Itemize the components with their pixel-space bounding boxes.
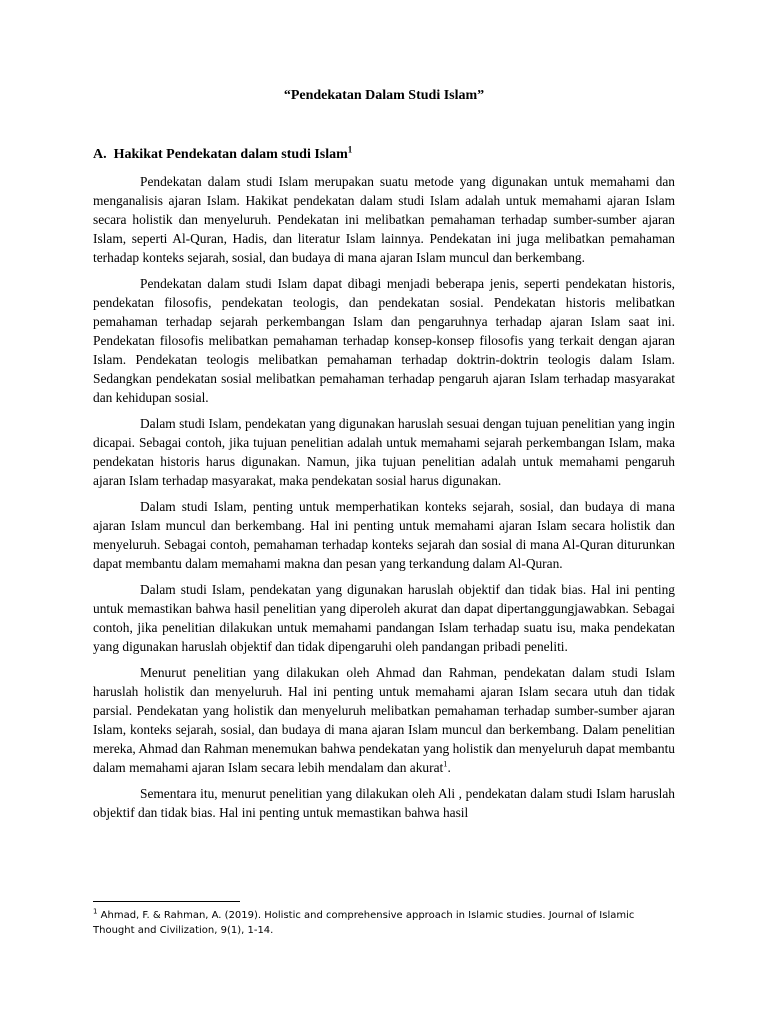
footnote-area bbox=[93, 901, 675, 938]
section-heading-text: Hakikat Pendekatan dalam studi Islam bbox=[113, 147, 348, 162]
section-label: A. bbox=[93, 147, 107, 162]
document-title: “Pendekatan Dalam Studi Islam” bbox=[283, 88, 485, 103]
paragraph-6-footnote-ref[interactable]: 1 bbox=[443, 758, 448, 769]
paragraph-6-end: . bbox=[447, 760, 451, 775]
footnote-text: Ahmad, F. & Rahman, A. (2019). Holistic and comprehensive approach in Islamic studies. Journal of Islamic Thought and Civilization, 9(1), 1-14. bbox=[93, 910, 635, 936]
paragraph-4: Dalam studi Islam, penting untuk memperhatikan konteks sejarah, sosial, dan budaya di mana ajaran Islam muncul dan berkembang. Hal ini penting untuk memahami ajaran Islam secara holistik dan menyeluruh. Sebagai contoh, pemahaman terhadap konteks sejarah dan sosial di mana Al-Quran diturunkan dapat membantu dalam memahami makna dan pesan yang terkandung dalam Al-Quran. bbox=[93, 499, 675, 571]
paragraph-3: Dalam studi Islam, pendekatan yang digunakan haruslah sesuai dengan tujuan penelitian yang ingin dicapai. Sebagai contoh, jika tujuan penelitian adalah untuk memahami sejarah perkembangan Islam, maka pendekatan historis harus digunakan. Namun, jika tujuan penelitian adalah untuk memahami pengaruh ajaran Islam terhadap masyarakat, maka pendekatan sosial harus digunakan. bbox=[93, 416, 675, 488]
paragraph-7: Sementara itu, menurut penelitian yang dilakukan oleh Ali , pendekatan dalam studi Islam haruslah objektif dan tidak bias. Hal ini penting untuk memastikan bahwa hasil bbox=[93, 786, 675, 820]
section-heading bbox=[93, 145, 675, 164]
paragraph-5: Dalam studi Islam, pendekatan yang digunakan haruslah objektif dan tidak bias. Hal ini penting untuk memastikan bahwa hasil penelitian yang diperoleh akurat dan dapat dipertanggungjawabkan. Sebagai contoh, jika penelitian dilakukan untuk memahami pandangan Islam terhadap suatu isu, maka pendekatan yang digunakan haruslah objektif dan tidak dipengaruhi oleh pandangan pribadi peneliti. bbox=[93, 582, 675, 654]
footnote-marker: 1 bbox=[93, 907, 98, 916]
paragraph-2: Pendekatan dalam studi Islam dapat dibagi menjadi beberapa jenis, seperti pendekatan historis, pendekatan filosofis, pendekatan teologis, dan pendekatan sosial. Pendekatan historis melibatkan pemahaman terhadap sejarah perkembangan Islam dan pengaruhnya terhadap ajaran Islam saat ini. Pendekatan filosofis melibatkan pemahaman terhadap konsep-konsep filosofis yang terkait dengan ajaran Islam. Pendekatan teologis melibatkan pemahaman terhadap doktrin-doktrin teologis dalam Islam. Sedangkan pendekatan sosial melibatkan pemahaman terhadap pengaruh ajaran Islam terhadap masyarakat dan kehidupan sosial. bbox=[93, 276, 675, 405]
paragraph-6-text: Menurut penelitian yang dilakukan oleh Ahmad dan Rahman, pendekatan dalam studi Islam haruslah holistik dan menyeluruh. Hal ini penting untuk memahami ajaran Islam secara utuh dan tidak parsial. Pendekatan yang holistik dan menyeluruh melibatkan pemahaman terhadap sumber-sumber ajaran Islam, konteks sejarah, sosial, dan budaya di mana ajaran Islam muncul dan berkembang. Dalam penelitian mereka, Ahmad dan Rahman menemukan bahwa pendekatan yang holistik dan menyeluruh dapat membantu dalam memahami ajaran Islam secara lebih mendalam dan akurat bbox=[93, 665, 675, 775]
paragraph-6 bbox=[93, 663, 675, 777]
paragraph-1: Pendekatan dalam studi Islam merupakan suatu metode yang digunakan untuk memahami dan menganalisis ajaran Islam. Hakikat pendekatan dalam studi Islam adalah untuk memahami ajaran Islam secara holistik dan menyeluruh. Pendekatan ini melibatkan pemahaman terhadap sumber-sumber ajaran Islam, seperti Al-Quran, Hadis, dan literatur Islam lainnya. Pendekatan ini juga melibatkan pemahaman terhadap konteks sejarah, sosial, dan budaya di mana ajaran Islam muncul dan berkembang. bbox=[93, 174, 675, 265]
footnote-separator bbox=[93, 901, 240, 902]
footnote-1 bbox=[93, 908, 675, 938]
section-heading-footnote-ref[interactable]: 1 bbox=[347, 144, 353, 155]
